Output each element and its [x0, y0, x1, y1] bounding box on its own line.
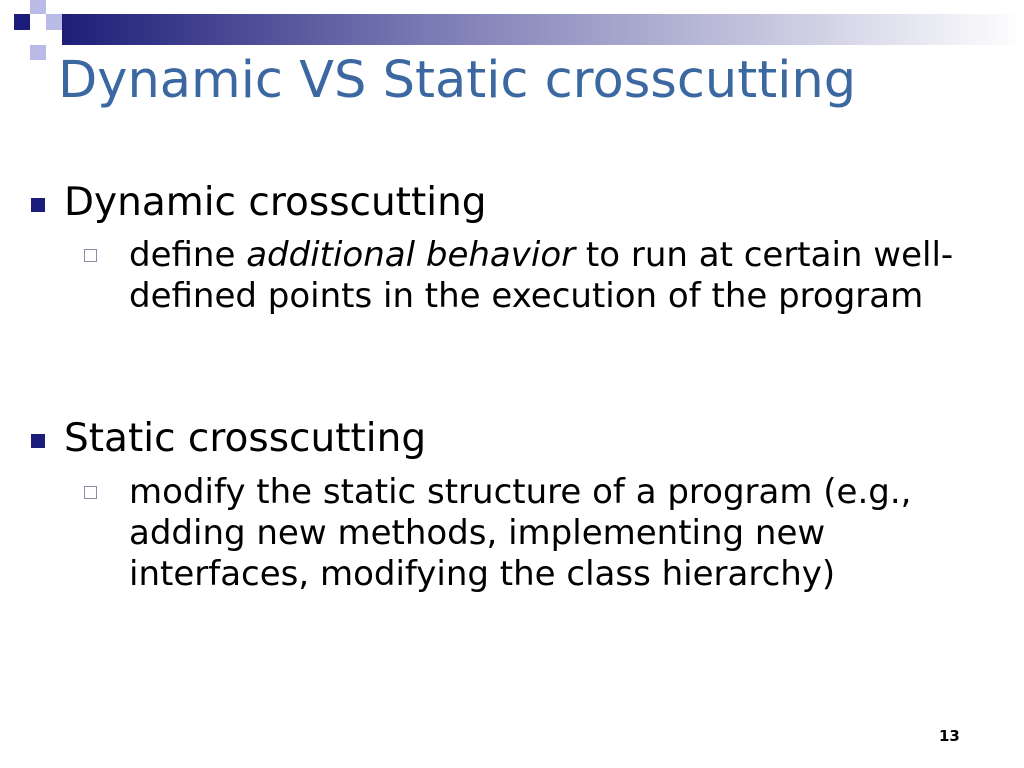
- sub-bullet-text: [129, 235, 971, 317]
- sub-bullet-text-plain: define: [129, 235, 247, 275]
- bullet-label: Dynamic crosscutting: [64, 180, 487, 225]
- corner-square-decoration: [30, 0, 46, 14]
- corner-square-decoration: [14, 14, 30, 30]
- slide-title: Dynamic VS Static crosscutting: [58, 51, 857, 110]
- page-number: 13: [939, 727, 960, 745]
- filled-square-bullet-icon: [31, 434, 45, 448]
- filled-square-bullet-icon: [31, 198, 45, 212]
- header-gradient-bar: [62, 14, 1024, 45]
- corner-square-decoration: [46, 14, 62, 30]
- bullet-label: Static crosscutting: [64, 416, 427, 461]
- sub-bullet-text-plain: to run at certain well-defined points in the execution of the program: [129, 235, 954, 316]
- sub-bullet-text-emphasis: additional behavior: [246, 235, 576, 275]
- sub-bullet-text: modify the static structure of a program (e.g., adding new methods, implementing new interfaces, modifying the class hierarchy): [129, 472, 912, 594]
- corner-square-decoration: [30, 45, 46, 60]
- hollow-square-bullet-icon: [84, 486, 97, 499]
- hollow-square-bullet-icon: [84, 249, 97, 262]
